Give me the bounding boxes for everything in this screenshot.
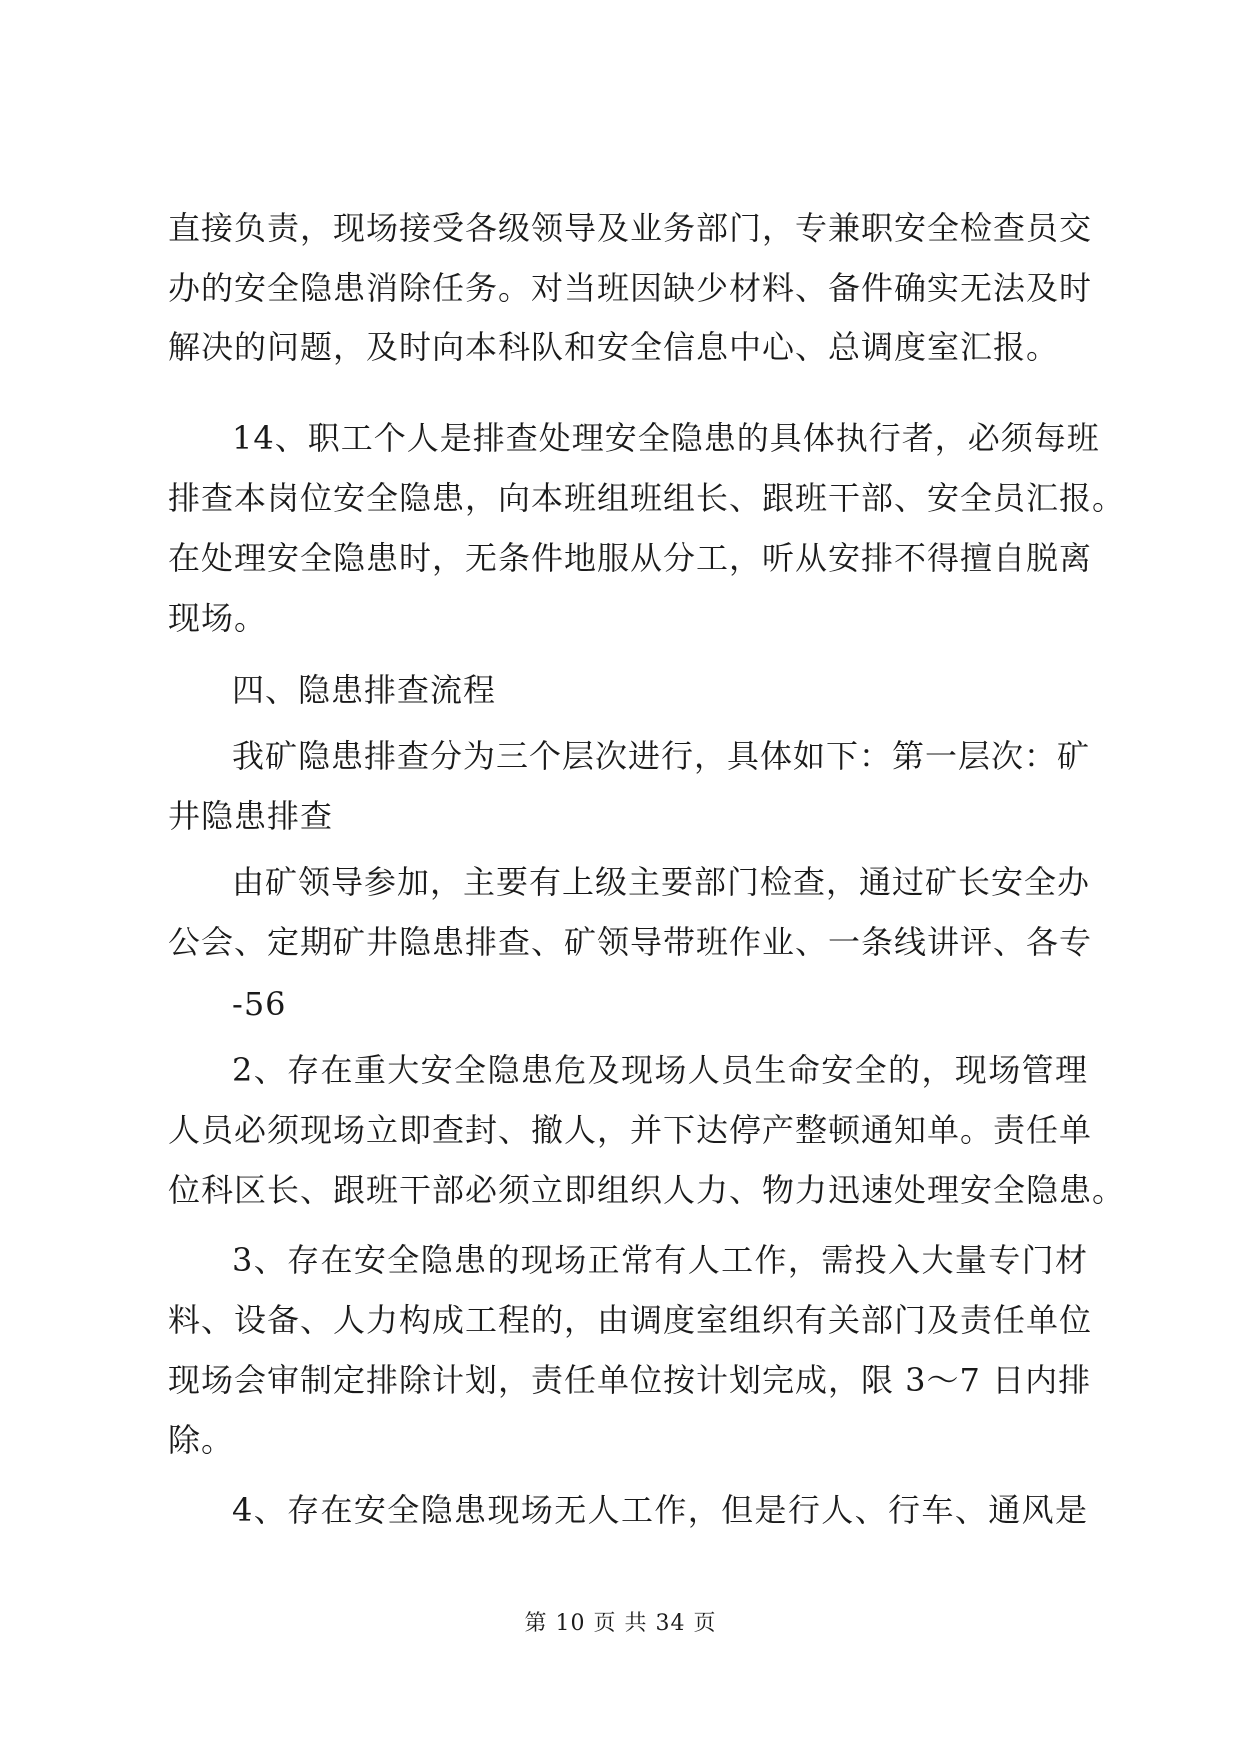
paragraph-start-line: 我矿隐患排查分为三个层次进行，具体如下：第一层次：矿 <box>232 737 1091 775</box>
paragraph-start-line: 2、存在重大安全隐患危及现场人员生命安全的，现场管理 <box>232 1051 1088 1089</box>
paragraph-start-line: 3、存在安全隐患的现场正常有人工作，需投入大量专门材 <box>232 1241 1088 1279</box>
page-marker: -56 <box>232 985 287 1023</box>
text-line: 除。 <box>168 1421 235 1459</box>
text-line: 办的安全隐患消除任务。对当班因缺少材料、备件确实无法及时 <box>168 269 1093 307</box>
paragraph-start-line: 4、存在安全隐患现场无人工作，但是行人、行车、通风是 <box>232 1491 1088 1529</box>
text-line: 位科区长、跟班干部必须立即组织人力、物力迅速处理安全隐患。 <box>168 1171 1126 1209</box>
paragraph-start-line: 由矿领导参加，主要有上级主要部门检查，通过矿长安全办 <box>232 863 1091 901</box>
paragraph-start-line: 14、职工个人是排查处理安全隐患的具体执行者，必须每班 <box>232 419 1100 457</box>
text-line: 直接负责，现场接受各级领导及业务部门，专兼职安全检查员交 <box>168 209 1093 247</box>
text-line: 排查本岗位安全隐患，向本班组班组长、跟班干部、安全员汇报。 <box>168 479 1126 517</box>
text-line: 在处理安全隐患时，无条件地服从分工，听从安排不得擅自脱离 <box>168 539 1093 577</box>
text-line: 公会、定期矿井隐患排查、矿领导带班作业、一条线讲评、各专 <box>168 923 1093 961</box>
text-line: 现场。 <box>168 599 268 637</box>
text-line: 现场会审制定排除计划，责任单位按计划完成，限 3～7 日内排 <box>168 1361 1092 1399</box>
text-line: 井隐患排查 <box>168 797 334 835</box>
section-heading: 四、隐患排查流程 <box>232 671 497 709</box>
text-line: 料、设备、人力构成工程的，由调度室组织有关部门及责任单位 <box>168 1301 1093 1339</box>
text-line: 人员必须现场立即查封、撤人，并下达停产整顿通知单。责任单 <box>168 1111 1093 1149</box>
page-footer: 第 10 页 共 34 页 <box>524 1611 717 1636</box>
text-line: 解决的问题，及时向本科队和安全信息中心、总调度室汇报。 <box>168 328 1060 366</box>
